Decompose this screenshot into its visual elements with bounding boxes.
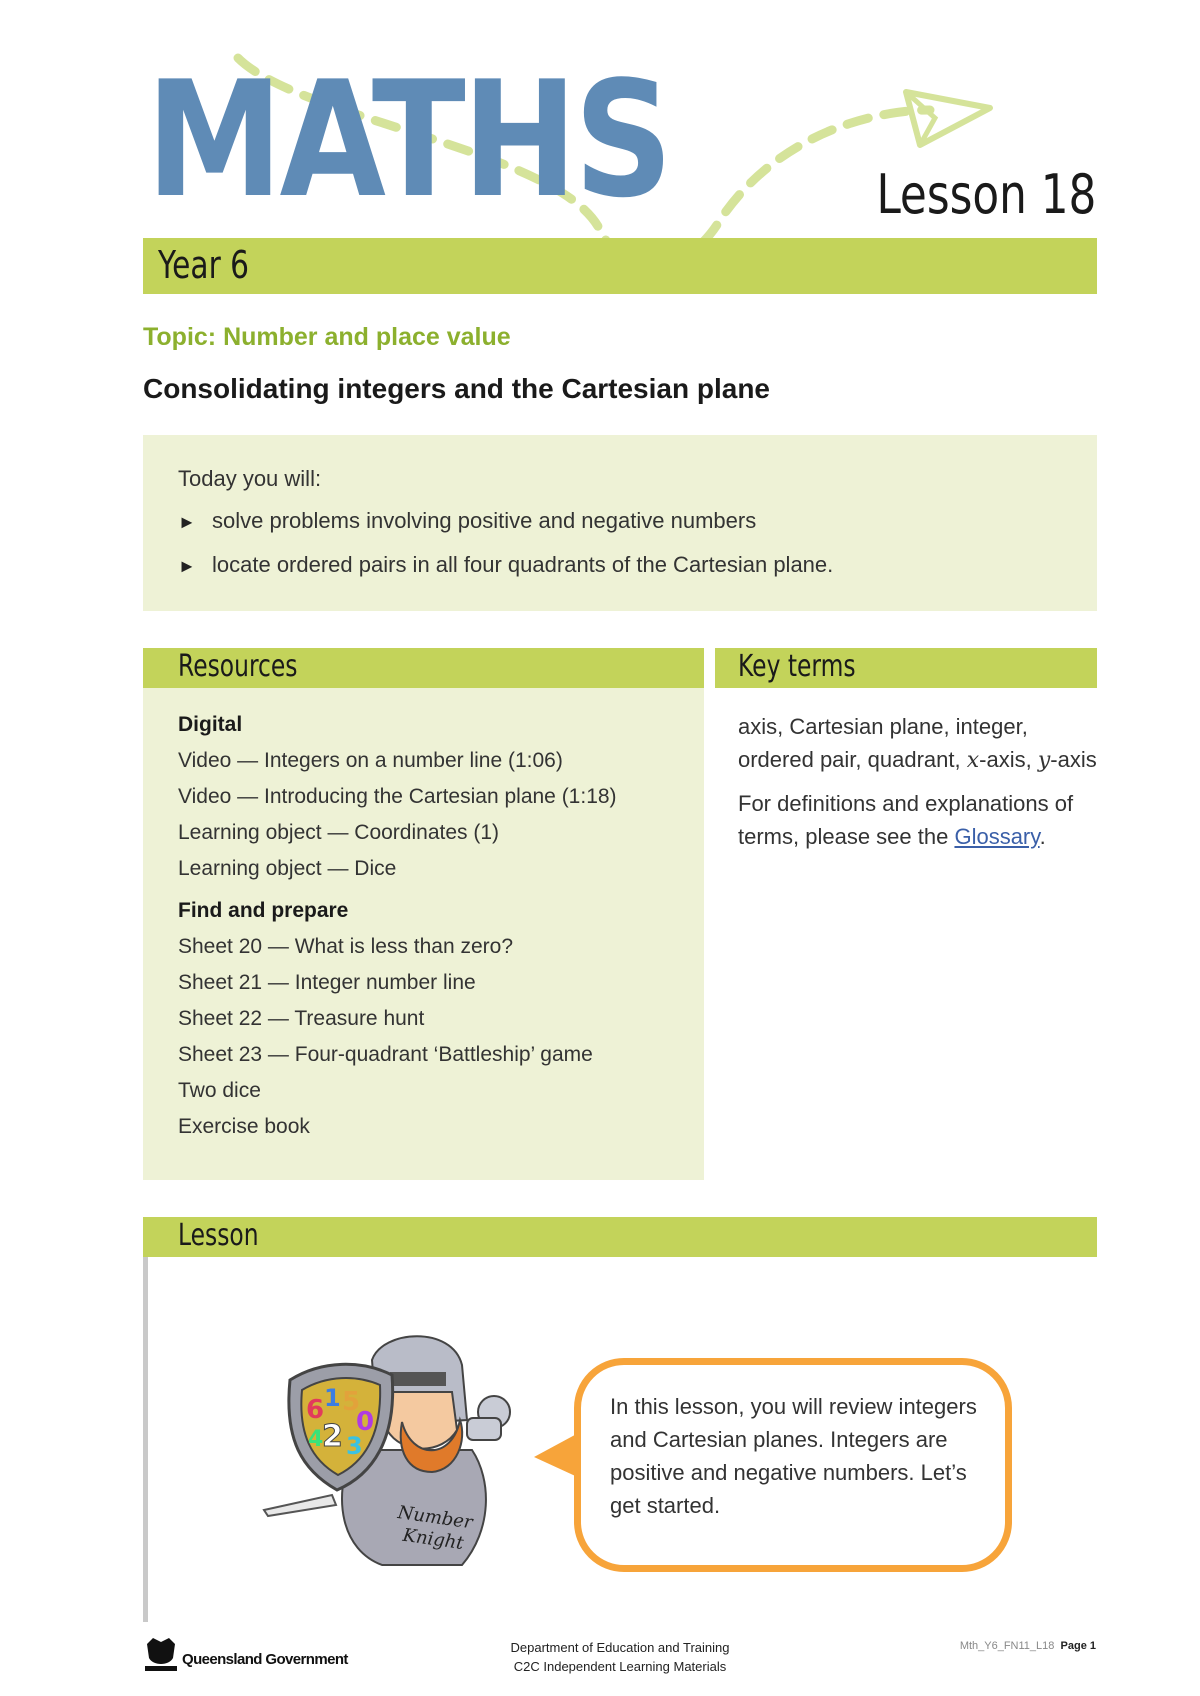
lesson-side-rule — [143, 1257, 148, 1622]
resource-link[interactable]: Video — Introducing the Cartesian plane (1:18) — [178, 785, 617, 808]
queensland-crest-icon — [143, 1636, 179, 1672]
prepare-item: Sheet 20 — What is less than zero? — [178, 935, 514, 958]
svg-text:1: 1 — [324, 1384, 341, 1412]
lesson-title-heading: Lesson — [178, 1218, 259, 1253]
svg-text:Knight: Knight — [401, 1524, 465, 1555]
year-label: Year 6 — [158, 243, 250, 287]
prepare-item: Exercise book — [178, 1115, 310, 1138]
paper-plane-icon — [906, 92, 990, 145]
key-terms-body — [738, 710, 1100, 863]
queensland-government-logo-text: Queensland Government — [182, 1651, 348, 1668]
subject-title: MATHS — [146, 46, 670, 233]
glossary-link[interactable]: Glossary — [954, 824, 1040, 849]
resource-link[interactable]: Video — Integers on a number line (1:06) — [178, 749, 563, 772]
svg-text:6: 6 — [306, 1395, 325, 1425]
speech-bubble-text: In this lesson, you will review integers and Cartesian planes. Integers are positive and negative numbers. Let’s get started. — [610, 1394, 977, 1518]
prepare-item: Sheet 23 — Four-quadrant ‘Battleship’ game — [178, 1043, 593, 1066]
prepare-item: Two dice — [178, 1079, 261, 1102]
number-knight-illustration — [262, 1330, 537, 1575]
prepare-item: Sheet 21 — Integer number line — [178, 971, 476, 994]
lesson-header-bar — [143, 1217, 1097, 1257]
svg-text:Number: Number — [396, 1502, 474, 1534]
triangle-bullet-icon: ► — [178, 512, 196, 532]
triangle-bullet-icon: ► — [178, 556, 196, 576]
footer-page-info: Mth_Y6_FN11_L18 Page 1 — [959, 1640, 1096, 1652]
prepare-item: Sheet 22 — Treasure hunt — [178, 1007, 425, 1030]
objective-item: ► solve problems involving positive and negative numbers — [178, 508, 757, 533]
resources-list — [178, 713, 688, 1145]
resource-link[interactable]: Learning object — Dice — [178, 857, 397, 880]
footer-department: Department of Education and Training C2C Independent Learning Materials — [510, 1640, 730, 1674]
svg-text:2: 2 — [322, 1419, 343, 1454]
key-terms-list: axis, Cartesian plane, integer, ordered pair, quadrant, x-axis, y-axis — [738, 714, 1097, 773]
objectives-intro: Today you will: — [178, 466, 322, 491]
prepare-heading: Find and prepare — [178, 899, 349, 922]
year-bar — [143, 238, 1097, 294]
objective-item: ► locate ordered pairs in all four quadrants of the Cartesian plane. — [178, 552, 834, 577]
resources-title: Resources — [178, 649, 298, 684]
glossary-note: For definitions and explanations of terms, please see the Glossary. — [738, 791, 1074, 849]
lesson-number: Lesson 18 — [876, 163, 1096, 226]
svg-text:0: 0 — [356, 1407, 375, 1437]
digital-heading: Digital — [178, 713, 243, 736]
key-terms-title: Key terms — [738, 649, 856, 684]
svg-text:5: 5 — [342, 1387, 361, 1417]
lesson-title: Consolidating integers and the Cartesian plane — [143, 373, 770, 404]
svg-text:3: 3 — [346, 1432, 363, 1460]
svg-text:4: 4 — [308, 1427, 324, 1452]
topic-heading: Topic: Number and place value — [143, 323, 511, 351]
resource-link[interactable]: Learning object — Coordinates (1) — [178, 821, 500, 844]
